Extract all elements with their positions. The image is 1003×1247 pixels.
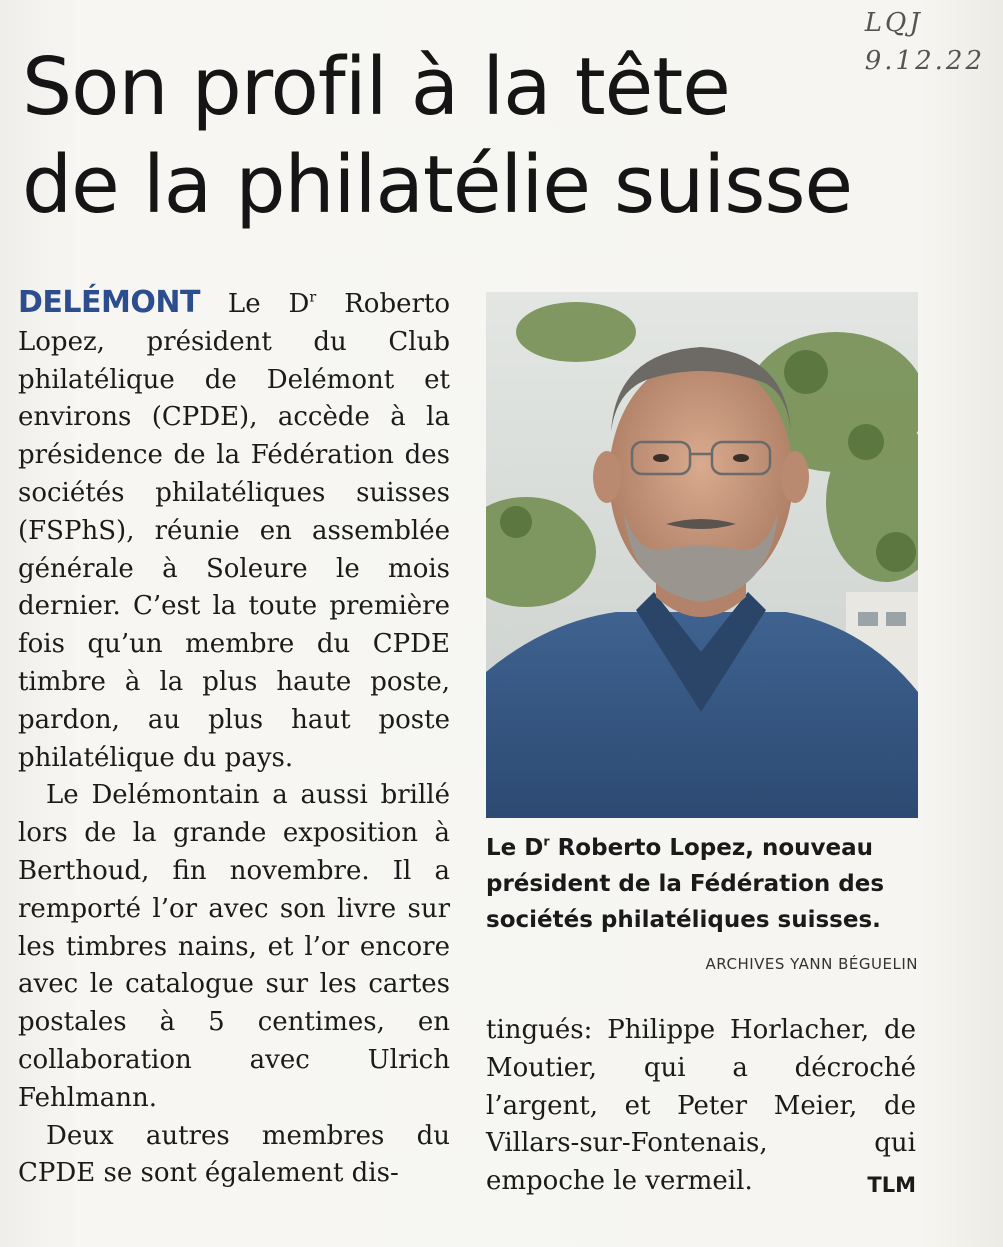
portrait-illustration bbox=[486, 292, 918, 818]
title-superscript: r bbox=[309, 289, 317, 306]
photo-caption bbox=[486, 830, 918, 982]
paragraph-2: Le Delémontain a aussi brillé lors de la grande exposition à Berthoud, fin novembre. Il a remporté l’or avec son livre sur les timbres nains, et l’or encore avec le catalogue sur les cartes postales à 5 centimes, en collaboration avec Ulrich Fehlmann. bbox=[18, 780, 450, 1113]
headline-line-1: Son profil à la tête bbox=[22, 41, 730, 133]
article-headline bbox=[22, 38, 942, 234]
paragraph-3-start: Deux autres membres du CPDE se sont également dis- bbox=[18, 1120, 450, 1189]
paragraph-1-start: Le D bbox=[227, 289, 310, 319]
handwritten-source: LQJ bbox=[864, 8, 923, 38]
dateline: DELÉMONT bbox=[18, 285, 200, 320]
paragraph-3-text: tingués: Philippe Horlacher, de Moutier, qui a décroché l’argent, et Peter Meier, de Villars-sur-Fontenais, qui empoche le vermeil. bbox=[486, 1015, 916, 1197]
paragraph-1 bbox=[18, 284, 450, 777]
caption-text: Roberto Lopez, nouveau président de la Fédération des sociétés philatéliques suisses. bbox=[486, 835, 885, 933]
portrait-photo bbox=[486, 292, 918, 818]
author-signature: TLM bbox=[867, 1173, 916, 1198]
handwritten-date: 9.12.22 bbox=[864, 46, 985, 76]
caption-superscript: r bbox=[543, 833, 550, 849]
caption-start: Le D bbox=[486, 835, 544, 861]
paragraph-1-text: Roberto Lopez, président du Club philatélique de Delémont et environs (CPDE), accède à la présidence de la Fédération des sociétés philatéliques suisses (FSPhS), réunie en assemblée générale à Soleure le mois dernier. C’est la toute première fois qu’un membre du CPDE timbre à la plus haute poste, pardon, au plus haut poste philatélique du pays. bbox=[18, 289, 451, 773]
photo-credit: ARCHIVES YANN BÉGUELIN bbox=[705, 955, 918, 973]
article-column-left bbox=[18, 284, 450, 1193]
article-column-right bbox=[486, 1012, 916, 1205]
paragraph-3-end bbox=[486, 1012, 916, 1201]
headline-line-2: de la philatélie suisse bbox=[22, 139, 853, 231]
